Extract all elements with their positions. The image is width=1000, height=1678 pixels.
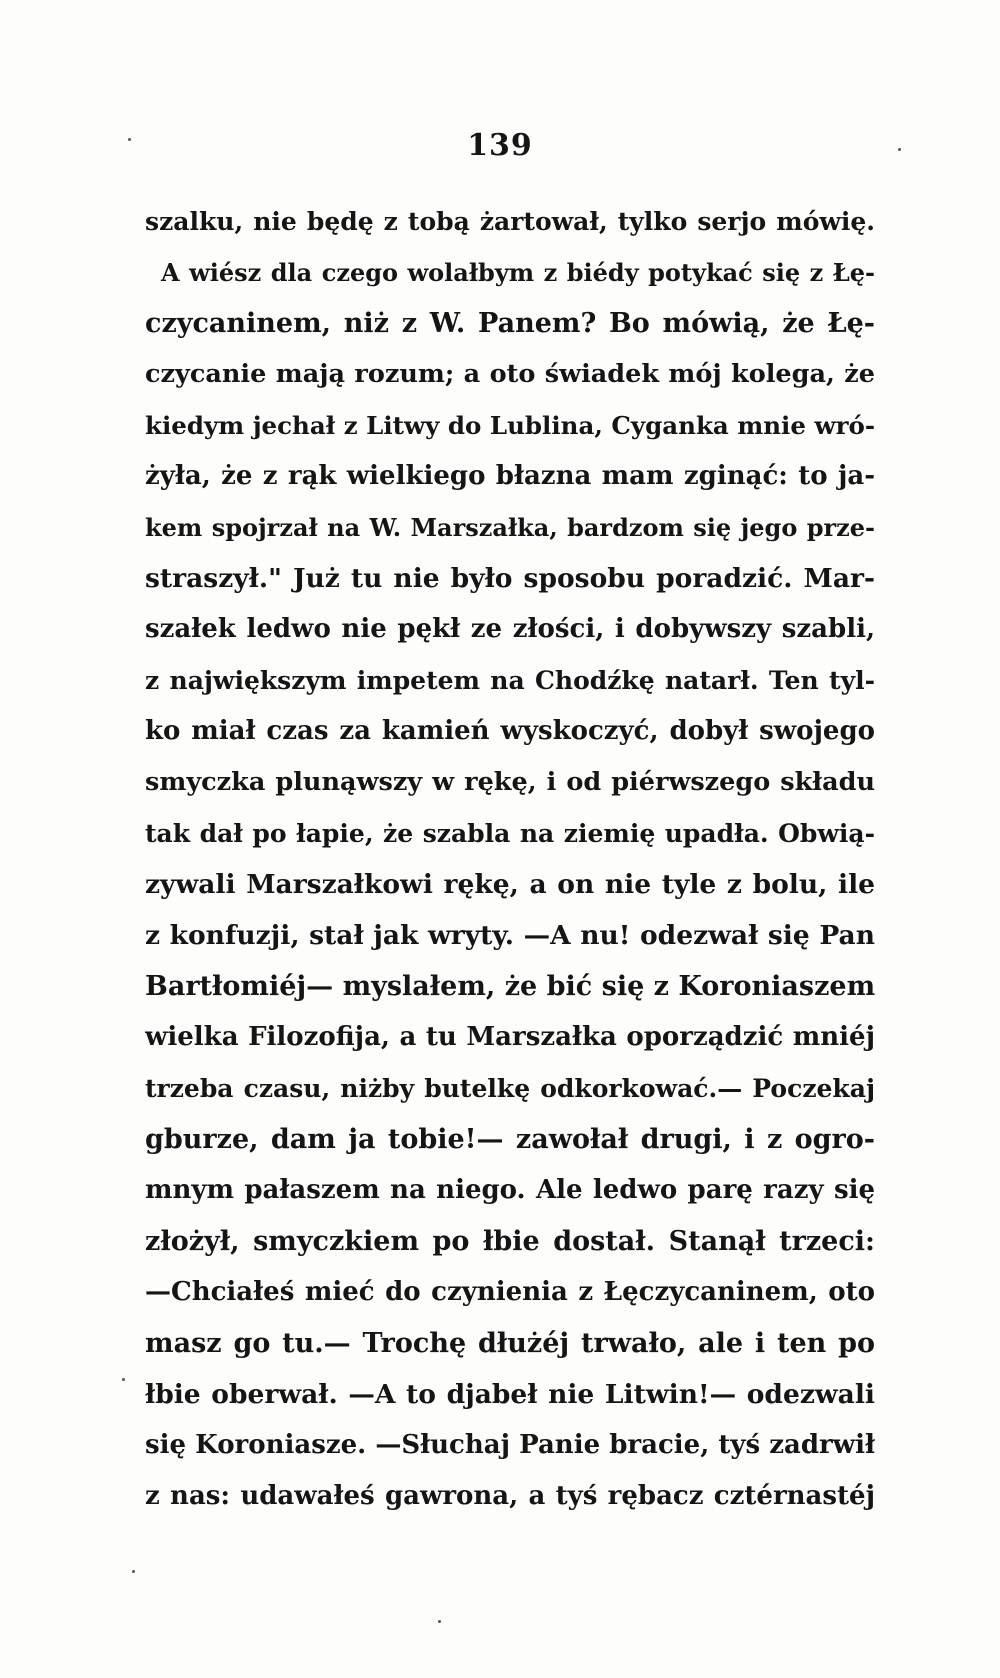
text-line: szalku, nie będę z tobą żartował, tylko serjo mówię. — [145, 207, 875, 236]
text-line: czycanie mają rozum; a oto świadek mój kolega, że — [145, 359, 875, 389]
text-line: —Chciałeś mieć do czynienia z Łęczycaninem, oto — [145, 1277, 875, 1307]
text-line: wielka Filozofija, a tu Marszałka oporządzić mniéj — [145, 1022, 875, 1052]
text-line: czycaninem, niż z W. Panem? Bo mówią, że Łę- — [145, 308, 875, 339]
text-line: smyczka plunąwszy w rękę, i od piérwszego składu — [145, 767, 875, 797]
print-speck — [132, 1570, 135, 1573]
text-line: z nas: udawałeś gawrona, a tyś rębacz cztérnastéj — [145, 1481, 875, 1511]
text-line: mnym pałaszem na niego. Ale ledwo parę razy się — [145, 1175, 875, 1205]
text-line: masz go tu.— Trochę dłużéj trwało, ale i ten po — [145, 1328, 875, 1359]
text-line: tak dał po łapie, że szabla na ziemię upadła. Obwią- — [145, 819, 875, 848]
text-line: ko miał czas za kamień wyskoczyć, dobył swojego — [145, 716, 875, 746]
text-line: trzeba czasu, niżby butelkę odkorkować.— Poczekaj — [145, 1074, 875, 1103]
text-line: gburze, dam ja tobie!— zawołał drugi, i z ogro- — [145, 1124, 875, 1155]
text-line: Bartłomiéj— myslałem, że bić się z Koroniaszem — [145, 971, 875, 1002]
text-line: żyła, że z rąk wielkiego błazna mam zginąć: to ja- — [145, 461, 875, 491]
print-speck — [438, 1620, 441, 1623]
print-speck — [898, 148, 901, 151]
text-line: z największym impetem na Chodźkę natarł. Ten tyl- — [145, 666, 875, 695]
page-number: 139 — [467, 128, 533, 163]
text-line: kiedym jechał z Litwy do Lublina, Cyganka mnie wró- — [145, 411, 875, 440]
text-line: złożył, smyczkiem po łbie dostał. Stanął trzeci: — [145, 1226, 875, 1257]
page-text — [145, 196, 875, 1522]
text-line: łbie oberwał. —A to djabeł nie Litwin!— odezwali — [145, 1379, 875, 1410]
text-line: zywali Marszałkowi rękę, a on nie tyle z bolu, ile — [145, 869, 875, 900]
text-line: kem spojrzał na W. Marszałka, bardzom się jego prze- — [145, 513, 875, 542]
text-line: A wiész dla czego wolałbym z biédy potykać się z Łę- — [161, 258, 875, 287]
print-speck — [122, 1378, 125, 1381]
text-line: szałek ledwo nie pękł ze złości, i dobywszy szabli, — [145, 614, 875, 644]
text-line: z konfuzji, stał jak wryty. —A nu! odezwał się Pan — [145, 920, 875, 951]
text-line: się Koroniasze. —Słuchaj Panie bracie, tyś zadrwił — [145, 1430, 875, 1460]
text-line: straszył." Już tu nie było sposobu poradzić. Mar- — [145, 563, 875, 594]
print-speck — [128, 138, 131, 141]
